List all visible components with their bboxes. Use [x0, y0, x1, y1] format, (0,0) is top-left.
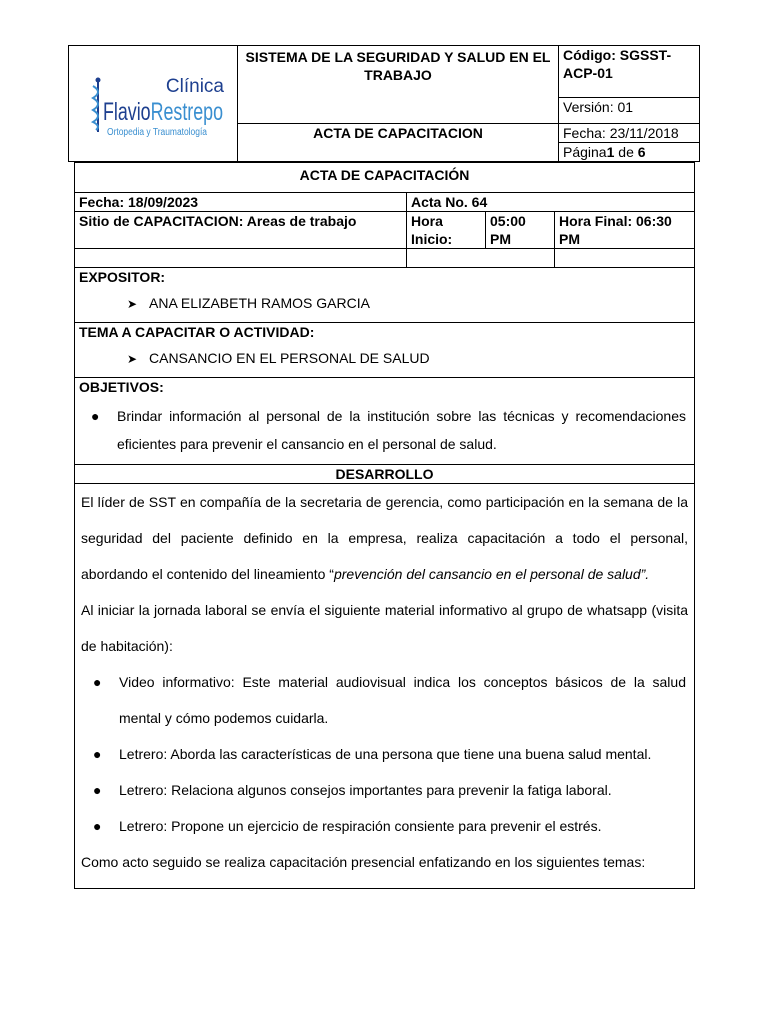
caduceus-icon — [93, 78, 101, 133]
acta-number: Acta No. 64 — [407, 193, 695, 212]
objetivos-list — [79, 396, 690, 464]
page-number: Página1 de 6 — [563, 144, 646, 160]
list-item: ● Letrero: Aborda las características de una persona que tiene una buena salud mental. — [81, 736, 688, 772]
bullet-icon: ● — [93, 782, 102, 798]
system-title: SISTEMA DE LA SEGURIDAD Y SALUD EN EL TRABAJO — [238, 46, 559, 124]
tema-item — [79, 341, 690, 377]
tema-text: CANSANCIO EN EL PERSONAL DE SALUD — [149, 350, 430, 366]
document-version: Versión: 01 — [559, 98, 700, 124]
document-code: Código: SGSST-ACP-01 — [559, 46, 700, 98]
bullet-icon: ● — [93, 674, 102, 690]
material-list — [81, 664, 688, 844]
expositor-section — [75, 268, 695, 323]
hora-final-field: Hora Final: 06:30 PM — [555, 212, 695, 249]
tema-section — [75, 323, 695, 378]
objetivos-label: OBJETIVOS: — [79, 379, 164, 395]
list-item: ● Letrero: Relaciona algunos consejos importantes para prevenir la fatiga laboral. — [81, 772, 688, 808]
desarrollo-title: DESARROLLO — [75, 465, 695, 484]
expositor-name: ANA ELIZABETH RAMOS GARCIA — [149, 295, 370, 311]
bullet-icon: ● — [91, 408, 100, 424]
tema-label: TEMA A CAPACITAR O ACTIVIDAD: — [79, 324, 315, 340]
expositor-item — [79, 286, 690, 322]
desarrollo-paragraph: Al iniciar la jornada laboral se envía el siguiente material informativo al grupo de whatsapp (visita de habitación): — [81, 602, 688, 654]
list-item: ● Brindar información al personal de la institución sobre las técnicas y recomendaciones eficientes para prevenir el cansancio en el personal de salud. — [79, 402, 690, 458]
bullet-icon: ● — [93, 746, 102, 762]
desarrollo-paragraph: El líder de SST en compañía de la secretaria de gerencia, como participación en la semana de la seguridad del paciente definido en la empresa, realiza capacitación a todo el personal, abordando el contenido del lineamiento “prevención del cansancio en el personal de salud”. — [81, 494, 688, 582]
desarrollo-section — [75, 484, 695, 889]
empty-cell — [407, 249, 555, 268]
logo-brand-a: Flavio — [103, 98, 170, 126]
hora-inicio-label: Hora Inicio: — [407, 212, 486, 249]
document-title: ACTA DE CAPACITACION — [238, 124, 559, 162]
svg-text:FlavioRestrepo — [103, 98, 253, 126]
objetivos-section — [75, 378, 695, 465]
empty-cell — [555, 249, 695, 268]
acta-table — [74, 162, 695, 889]
desarrollo-paragraph: Como acto seguido se realiza capacitación presencial enfatizando en los siguientes temas: — [81, 854, 646, 870]
bullet-icon: ● — [93, 818, 102, 834]
list-item: ● Letrero: Propone un ejercicio de respiración consiente para prevenir el estrés. — [81, 808, 688, 844]
arrow-bullet-icon: ➤ — [127, 297, 138, 311]
hora-inicio-value: 05:00 PM — [486, 212, 555, 249]
logo-brand-b: Restrepo — [150, 98, 253, 126]
clinic-logo — [69, 46, 253, 157]
list-item: ● Video informativo: Este material audiovisual indica los conceptos básicos de la salud mental y cómo podemos cuidarla. — [81, 664, 688, 736]
logo-top-text: Clínica — [165, 76, 224, 97]
sitio-field: Sitio de CAPACITACION: Areas de trabajo — [75, 212, 407, 249]
logo-cell — [69, 46, 253, 162]
document-date: Fecha: 23/11/2018 — [559, 124, 699, 143]
arrow-bullet-icon: ➤ — [127, 352, 138, 366]
logo-sub-text: Ortopedia y Traumatología — [107, 127, 208, 138]
fecha-field: Fecha: 18/09/2023 — [75, 193, 407, 212]
expositor-label: EXPOSITOR: — [79, 269, 166, 285]
document-header — [68, 45, 700, 162]
acta-title: ACTA DE CAPACITACIÓN — [75, 163, 695, 193]
empty-cell — [75, 249, 407, 268]
page-indicator — [559, 124, 700, 162]
